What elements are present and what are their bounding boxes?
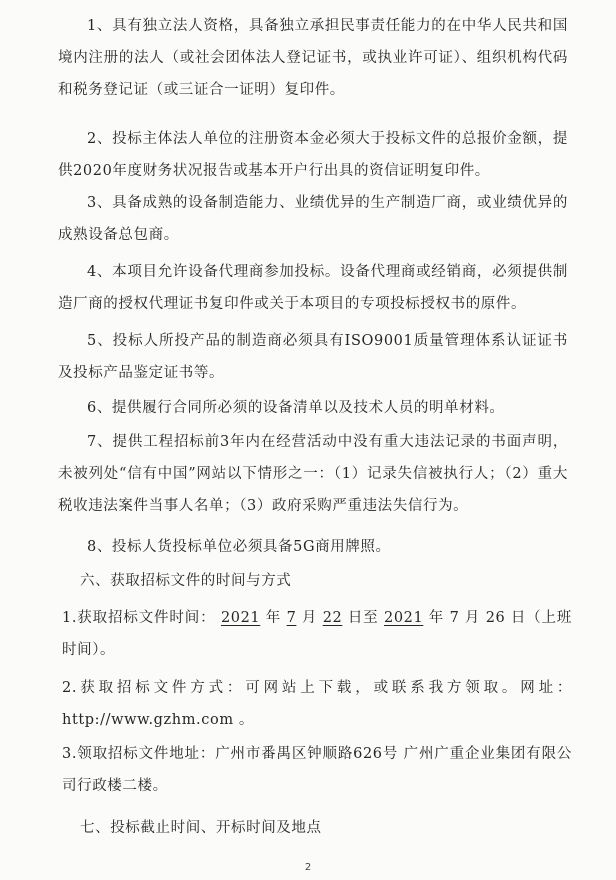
- start-month: 7: [286, 610, 297, 626]
- requirement-2: 2、投标主体法人单位的注册资本金必须大于投标文件的总报价金额，提供2020年度财务状况报告或基本开户行出具的资信证明复印件。: [58, 131, 568, 179]
- section-6-item-2: 2.获取招标文件方式：可网站上下载，或联系我方领取。网址：http://www.gzhm.com 。: [62, 680, 572, 728]
- requirement-3: 3、具备成熟的设备制造能力、业绩优异的生产制造厂商，或业绩优异的成熟设备总包商。: [58, 195, 568, 243]
- requirement-7: 7、提供工程招标前3年内在经营活动中没有重大违法记录的书面声明，未被列处“信有中国”网站以下情形之一：（1）记录失信被执行人；（2）重大税收违法案件当事人名单；（3）政府采购严重违法失信行为。: [58, 434, 568, 514]
- year-char-1: 年: [265, 610, 282, 626]
- end-date-text: 年 7 月 26 日（上班时间）。: [62, 610, 572, 658]
- page-number: 2: [304, 862, 312, 873]
- day-to-text: 日至: [347, 610, 379, 626]
- section-6-item-1: [62, 602, 572, 666]
- month-char-1: 月: [301, 610, 318, 626]
- section-7-heading: 七、投标截止时间、开标时间及地点: [80, 820, 322, 836]
- section-6-heading: 六、获取招标文件的时间与方式: [80, 573, 292, 589]
- start-year: 2021: [220, 610, 261, 626]
- section-6-item-3: 3.领取招标文件地址：广州市番禺区钟顺路626号 广州广重企业集团有限公司行政楼二楼。: [62, 746, 572, 794]
- item-1-prefix: 1.获取招标文件时间：: [62, 610, 216, 626]
- requirement-5: 5、投标人所投产品的制造商必须具有ISO9001质量管理体系认证证书及投标产品鉴定证书等。: [58, 333, 568, 381]
- requirement-6: 6、提供履行合同所必须的设备清单以及技术人员的明单材料。: [87, 400, 505, 416]
- requirement-4: 4、本项目允许设备代理商参加投标。设备代理商或经销商，必须提供制造厂商的授权代理证书复印件或关于本项目的专项投标授权书的原件。: [58, 264, 568, 312]
- requirement-1: 1、具有独立法人资格，具备独立承担民事责任能力的在中华人民共和国境内注册的法人（或社会团体法人登记证书，或执业许可证）、组织机构代码和税务登记证（或三证合一证明）复印件。: [58, 18, 568, 98]
- requirement-8: 8、投标人货投标单位必须具备5G商用牌照。: [87, 539, 391, 555]
- start-day: 22: [322, 610, 343, 626]
- end-year: 2021: [384, 610, 424, 626]
